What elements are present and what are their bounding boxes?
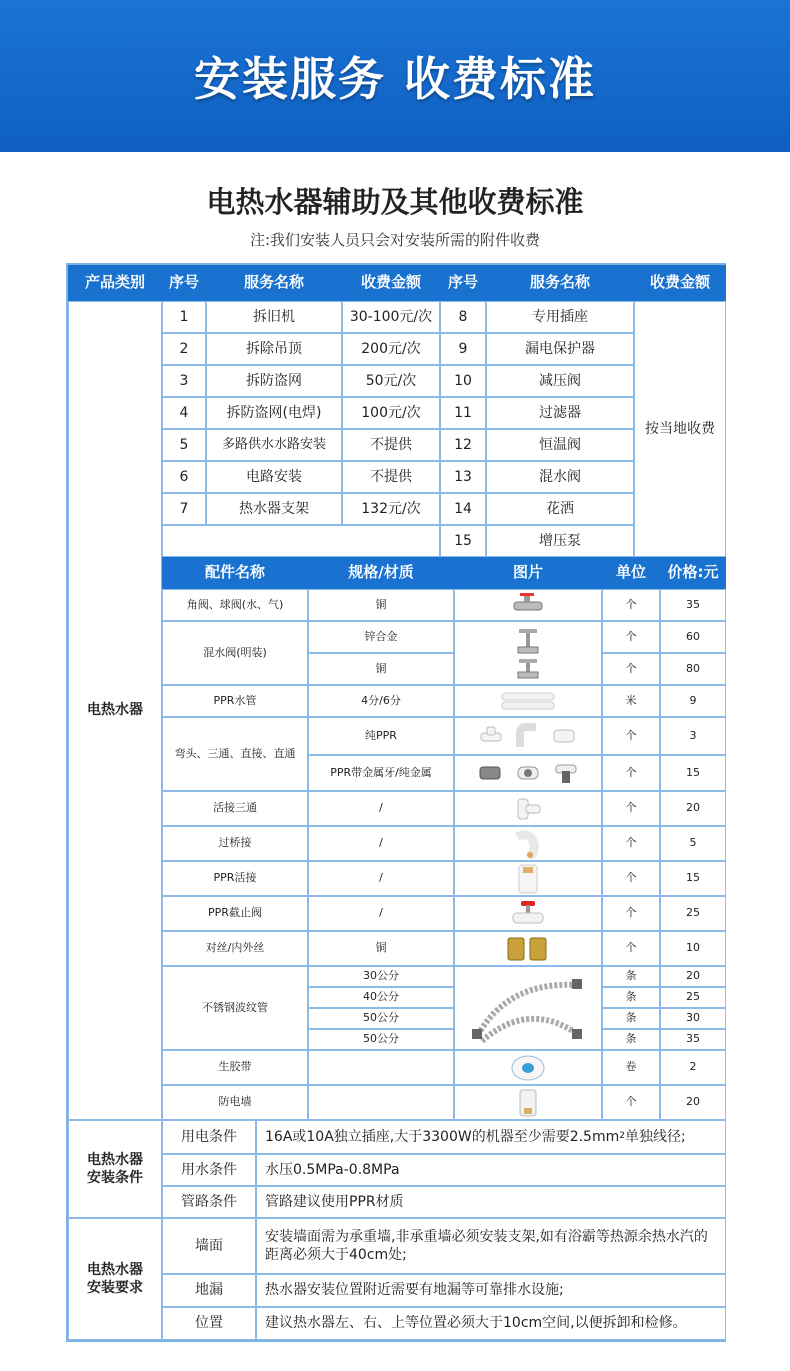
service-name: 电路安装 (206, 461, 342, 493)
fittings-ppr-pictures (480, 723, 576, 749)
header-fee-2: 收费金额 (634, 265, 726, 301)
part-name: 防电墙 (162, 1085, 308, 1120)
part-spec: 30公分 (308, 966, 454, 987)
power-condition-sup: 2 (619, 1131, 625, 1142)
right-fee: 按当地收费 (634, 301, 726, 557)
part-spec: 4分/6分 (308, 685, 454, 717)
part-price: 80 (660, 653, 726, 685)
requirement-key: 位置 (162, 1307, 256, 1340)
part-picture (454, 896, 602, 931)
part-name: 活接三通 (162, 791, 308, 826)
top-banner (0, 0, 790, 152)
part-price: 35 (660, 1029, 726, 1050)
fittings-metal-pictures (478, 761, 578, 785)
part-unit: 个 (602, 589, 660, 621)
part-spec: 40公分 (308, 987, 454, 1008)
power-condition-text-end: 单独线径; (624, 1128, 686, 1145)
part-name: 弯头、三通、直接、直通 (162, 717, 308, 791)
part-picture (454, 931, 602, 966)
braided-hose-icon (468, 971, 588, 1045)
part-spec: / (308, 826, 454, 861)
service-no: 15 (440, 525, 486, 557)
part-spec (308, 1050, 454, 1085)
service-name: 过滤器 (486, 397, 634, 429)
requirement-value: 安装墙面需为承重墙,非承重墙必须安装支架,如有浴霸等热源余热水汽的距离必须大于40cm处; (256, 1218, 726, 1274)
ppr-coupling-icon (552, 726, 576, 746)
condition-key: 用电条件 (162, 1120, 256, 1154)
part-price: 30 (660, 1008, 726, 1029)
service-name: 混水阀 (486, 461, 634, 493)
ppr-elbow-icon (516, 723, 538, 749)
category-cell: 电热水器 (68, 301, 162, 1120)
header-service-2: 服务名称 (486, 265, 634, 301)
ppr-pipe-icon (498, 689, 558, 713)
bridge-fitting-icon (513, 829, 543, 859)
condition-key: 用水条件 (162, 1154, 256, 1186)
part-price: 20 (660, 1085, 726, 1120)
service-name: 拆旧机 (206, 301, 342, 333)
install-requirements-label: 电热水器 安装要求 (68, 1218, 162, 1340)
service-fee: 不提供 (342, 461, 440, 493)
service-no: 12 (440, 429, 486, 461)
service-name: 减压阀 (486, 365, 634, 397)
part-picture (454, 966, 602, 1050)
part-unit: 个 (602, 791, 660, 826)
part-unit: 个 (602, 861, 660, 896)
banner-title: 安装服务 收费标准 (193, 52, 596, 106)
service-no: 8 (440, 301, 486, 333)
part-price: 15 (660, 755, 726, 791)
header-category: 产品类别 (68, 265, 162, 301)
part-unit: 个 (602, 717, 660, 755)
service-name: 专用插座 (486, 301, 634, 333)
install-conditions-label: 电热水器 安装条件 (68, 1120, 162, 1218)
part-spec: 50公分 (308, 1008, 454, 1029)
part-name: 不锈钢波纹管 (162, 966, 308, 1050)
ppr-tee-icon (480, 726, 502, 746)
parts-header-price: 价格:元 (660, 557, 726, 589)
part-picture (454, 621, 602, 685)
part-spec: 纯PPR (308, 717, 454, 755)
parts-header-unit: 单位 (602, 557, 660, 589)
service-no: 11 (440, 397, 486, 429)
union-tee-icon (514, 795, 542, 823)
part-unit: 条 (602, 1008, 660, 1029)
part-price: 15 (660, 861, 726, 896)
part-name: 对丝/内外丝 (162, 931, 308, 966)
part-unit: 个 (602, 826, 660, 861)
part-unit: 条 (602, 1029, 660, 1050)
part-price: 25 (660, 987, 726, 1008)
part-unit: 个 (602, 896, 660, 931)
angle-valve-icon (508, 592, 548, 618)
part-name: PPR截止阀 (162, 896, 308, 931)
part-unit: 个 (602, 1085, 660, 1120)
service-no: 9 (440, 333, 486, 365)
service-no: 7 (162, 493, 206, 525)
service-fee: 132元/次 (342, 493, 440, 525)
condition-value: 水压0.5MPa-0.8MPa (256, 1154, 726, 1186)
service-fee: 50元/次 (342, 365, 440, 397)
service-no: 6 (162, 461, 206, 493)
part-spec (308, 1085, 454, 1120)
part-spec: PPR带金属牙/纯金属 (308, 755, 454, 791)
service-name: 拆防盗网(电焊) (206, 397, 342, 429)
metal-tee-icon (554, 761, 578, 785)
service-no: 10 (440, 365, 486, 397)
part-name: 过桥接 (162, 826, 308, 861)
part-price: 10 (660, 931, 726, 966)
part-name: 角阀、球阀(水、气) (162, 589, 308, 621)
part-price: 2 (660, 1050, 726, 1085)
part-picture (454, 589, 602, 621)
part-picture (454, 1050, 602, 1085)
part-unit: 个 (602, 653, 660, 685)
part-picture (454, 755, 602, 791)
header-no-2: 序号 (440, 265, 486, 301)
part-spec: / (308, 791, 454, 826)
part-price: 60 (660, 621, 726, 653)
part-price: 9 (660, 685, 726, 717)
service-fee: 不提供 (342, 429, 440, 461)
part-unit: 个 (602, 755, 660, 791)
fee-table (66, 263, 726, 1342)
requirement-key: 墙面 (162, 1218, 256, 1274)
requirement-value: 建议热水器左、右、上等位置必须大于10cm空间,以便拆卸和检修。 (256, 1307, 726, 1340)
service-name: 多路供水水路安装 (206, 429, 342, 461)
service-no: 1 (162, 301, 206, 333)
part-spec: / (308, 861, 454, 896)
part-unit: 条 (602, 966, 660, 987)
parts-header-pic: 图片 (454, 557, 602, 589)
service-name: 拆除吊顶 (206, 333, 342, 365)
metal-elbow-icon (516, 763, 540, 783)
part-price: 5 (660, 826, 726, 861)
header-fee: 收费金额 (342, 265, 440, 301)
requirement-key: 地漏 (162, 1274, 256, 1307)
part-price: 3 (660, 717, 726, 755)
service-no: 3 (162, 365, 206, 397)
part-price: 35 (660, 589, 726, 621)
header-service: 服务名称 (206, 265, 342, 301)
service-fee: 30-100元/次 (342, 301, 440, 333)
part-picture (454, 791, 602, 826)
condition-value (256, 1120, 726, 1154)
brass-nipple-icon (506, 934, 550, 964)
section-note: 注:我们安装人员只会对安装所需的附件收费 (249, 231, 541, 249)
service-name: 热水器支架 (206, 493, 342, 525)
part-price: 20 (660, 966, 726, 987)
service-no: 5 (162, 429, 206, 461)
part-picture (454, 1085, 602, 1120)
part-picture (454, 717, 602, 755)
service-fee: 200元/次 (342, 333, 440, 365)
parts-header-spec: 规格/材质 (308, 557, 454, 589)
part-unit: 条 (602, 987, 660, 1008)
part-picture (454, 685, 602, 717)
service-no: 4 (162, 397, 206, 429)
service-name: 增压泵 (486, 525, 634, 557)
empty-cell (162, 525, 440, 557)
condition-key: 管路条件 (162, 1186, 256, 1218)
service-name: 拆防盗网 (206, 365, 342, 397)
part-spec: 锌合金 (308, 621, 454, 653)
stop-valve-icon (511, 899, 545, 929)
ptfe-tape-icon (510, 1053, 546, 1083)
requirement-value: 热水器安装位置附近需要有地漏等可靠排水设施; (256, 1274, 726, 1307)
part-spec: / (308, 896, 454, 931)
part-unit: 米 (602, 685, 660, 717)
anti-shock-wall-icon (514, 1088, 542, 1118)
header-no: 序号 (162, 265, 206, 301)
ppr-union-icon (513, 863, 543, 895)
part-unit: 个 (602, 621, 660, 653)
service-name: 恒温阀 (486, 429, 634, 461)
part-spec: 50公分 (308, 1029, 454, 1050)
part-picture (454, 826, 602, 861)
metal-coupling-icon (478, 763, 502, 783)
part-unit: 个 (602, 931, 660, 966)
part-spec: 铜 (308, 653, 454, 685)
part-price: 25 (660, 896, 726, 931)
part-spec: 铜 (308, 589, 454, 621)
service-name: 漏电保护器 (486, 333, 634, 365)
part-picture (454, 861, 602, 896)
service-fee: 100元/次 (342, 397, 440, 429)
parts-header-name: 配件名称 (162, 557, 308, 589)
mixing-valve-icon (513, 625, 543, 681)
part-spec: 铜 (308, 931, 454, 966)
part-name: PPR活接 (162, 861, 308, 896)
power-condition-text: 16A或10A独立插座,大于3300W的机器至少需要2.5mm (265, 1128, 620, 1145)
service-no: 2 (162, 333, 206, 365)
part-name: 生胶带 (162, 1050, 308, 1085)
part-name: PPR水管 (162, 685, 308, 717)
service-no: 13 (440, 461, 486, 493)
part-price: 20 (660, 791, 726, 826)
section-title: 电热水器辅助及其他收费标准 (206, 185, 584, 219)
service-no: 14 (440, 493, 486, 525)
part-unit: 卷 (602, 1050, 660, 1085)
part-name: 混水阀(明装) (162, 621, 308, 685)
service-name: 花洒 (486, 493, 634, 525)
condition-value: 管路建议使用PPR材质 (256, 1186, 726, 1218)
